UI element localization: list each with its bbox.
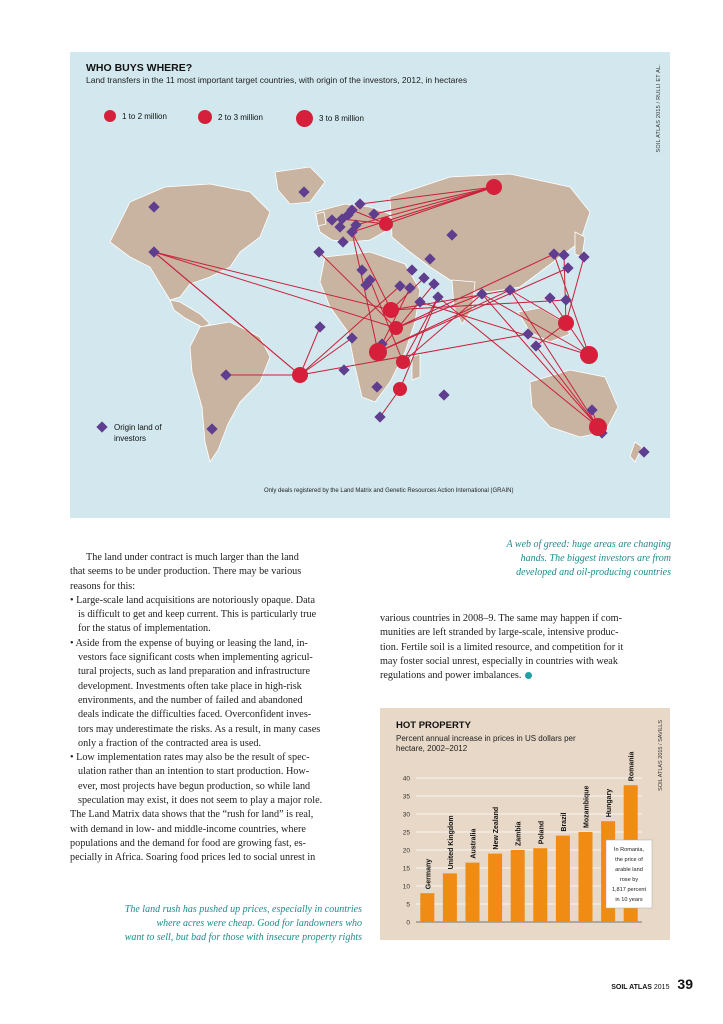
- caption-line: want to sell, but bad for those with insecure property rights: [124, 932, 362, 943]
- bar-chart-svg: [380, 708, 670, 940]
- bullet-line: only a fraction of the contracted area is used.: [78, 737, 262, 749]
- target-country-marker: [389, 321, 403, 335]
- legend-label: 1 to 2 million: [122, 111, 167, 121]
- y-tick-label: 15: [402, 865, 410, 873]
- caption-line: The land rush has pushed up prices, especially in countries: [124, 904, 362, 915]
- target-country-marker: [292, 367, 308, 383]
- paragraph-line: tion. Fertile soil is a limited resource, and competition for it: [380, 641, 624, 653]
- origin-legend-line: investors: [114, 434, 147, 443]
- bar-category-label: Zambia: [515, 821, 523, 846]
- world-map-figure: [70, 52, 670, 518]
- bullet-line: speculation may exist, it does not seem to play a major role.: [78, 795, 323, 807]
- target-country-marker: [558, 315, 574, 331]
- paragraph-line: various countries in 2008–9. The same may happen if com-: [380, 613, 622, 624]
- intro-line: that seems to be under production. There may be various: [70, 566, 302, 578]
- bullet-line: tural projects, such as land preparation and infrastructure: [78, 666, 310, 678]
- map-footnote: Only deals registered by the Land Matrix and Genetic Resources Action International (GRAIN): [264, 488, 514, 494]
- annotation-line: rose by: [619, 877, 639, 883]
- legend-dot-large: [296, 110, 313, 127]
- target-country-marker: [369, 343, 387, 361]
- y-tick-label: 25: [402, 829, 410, 837]
- footer-year: 2015: [653, 984, 670, 991]
- paragraph-line: [380, 669, 672, 683]
- origin-marker: [530, 340, 541, 351]
- origin-marker: [544, 292, 555, 303]
- bar: [488, 854, 502, 922]
- origin-legend-line: Origin land of: [114, 423, 162, 432]
- central-america: [170, 300, 210, 327]
- caption-line: developed and oil-producing countries: [516, 567, 671, 578]
- origin-marker: [428, 278, 439, 289]
- bullet-line: for the status of implementation.: [78, 623, 211, 635]
- target-country-marker: [589, 418, 607, 436]
- bar-category-label: Romania: [628, 751, 636, 782]
- origin-marker: [374, 411, 385, 422]
- y-tick-label: 30: [402, 811, 410, 819]
- bullet-line: • Large-scale land acquisitions are notoriously opaque. Data: [70, 594, 315, 606]
- chart-caption: [70, 903, 362, 945]
- bar: [511, 850, 525, 922]
- south-america: [190, 322, 270, 462]
- y-tick-label: 0: [406, 919, 410, 927]
- legend-label: 2 to 3 million: [218, 112, 263, 122]
- target-country-marker: [486, 179, 502, 195]
- legend-2-3-million: [198, 110, 263, 124]
- paragraph-line: may foster social unrest, especially in countries with weak: [380, 655, 618, 667]
- chart-title: HOT PROPERTY: [396, 720, 471, 731]
- page-number: 39: [677, 976, 693, 992]
- paragraph-line-text: regulations and power imbalances.: [380, 670, 522, 682]
- footer-brand: SOIL ATLAS: [611, 984, 652, 991]
- y-tick-label: 20: [402, 847, 410, 855]
- paragraph-line: with demand in low- and middle-income countries, where: [70, 823, 306, 835]
- annotation-line: 1,817 percent: [611, 887, 647, 893]
- bar: [556, 836, 570, 922]
- bar: [533, 848, 547, 922]
- origin-marker: [314, 321, 325, 332]
- hot-property-chart: [380, 708, 670, 940]
- legend-dot-medium: [198, 110, 212, 124]
- caption-line: hands. The biggest investors are from: [520, 553, 671, 564]
- bullet-line: deals indicate the difficulties faced. Overconfident inves-: [78, 709, 312, 721]
- y-tick-label: 40: [402, 775, 410, 783]
- bullet-line: is difficult to get and keep current. This is particularly true: [78, 609, 317, 621]
- bullet-line: ulation rather than an intention to start production. How-: [78, 766, 310, 778]
- bar: [443, 873, 457, 922]
- annotation-line: In Romania,: [613, 847, 645, 853]
- target-country-marker: [393, 382, 407, 396]
- paragraph-line: The Land Matrix data shows that the “rush for land” is real,: [70, 809, 314, 821]
- chart-source: SOIL ATLAS 2015 / SAVILLS: [658, 720, 664, 791]
- target-country-marker: [379, 217, 393, 231]
- caption-line: where acres were cheap. Good for landowners who: [156, 918, 362, 929]
- bullet-line: • Low implementation rates may also be the result of spec-: [70, 752, 310, 764]
- target-country-marker: [396, 355, 410, 369]
- bar-category-label: Hungary: [606, 788, 614, 818]
- target-country-marker: [383, 302, 399, 318]
- origin-marker: [438, 389, 449, 400]
- annotation-line: arable land: [615, 867, 643, 873]
- intro-line: The land under contract is much larger than the land: [86, 552, 299, 563]
- bar: [578, 832, 592, 922]
- annotation-line: the price of: [615, 857, 643, 863]
- annotation-line: in 10 years: [615, 897, 643, 903]
- map-source: SOIL ATLAS 2015 / RULLI ET AL.: [656, 64, 662, 153]
- bullet-line: vestors face significant costs when implementing agricul-: [78, 652, 313, 664]
- origin-legend: [100, 422, 162, 444]
- bar-category-label: New Zealand: [493, 806, 501, 850]
- transfer-line: [438, 297, 598, 427]
- paragraph-line: munities are left stranded by large-scale, intensive produc-: [380, 627, 619, 639]
- map-title: WHO BUYS WHERE?: [86, 62, 193, 74]
- bar-category-label: Poland: [538, 820, 546, 845]
- bar: [420, 893, 434, 922]
- y-tick-label: 35: [402, 793, 410, 801]
- bullet-line: ever, most projects have begun production, so while land: [78, 780, 311, 792]
- y-tick-label: 5: [406, 901, 410, 909]
- body-column-left: [70, 551, 362, 866]
- bullet-line: tors may underestimate the risks. As a result, in many cases: [78, 723, 321, 735]
- bar-category-label: Australia: [470, 828, 478, 859]
- legend-3-8-million: [296, 110, 364, 127]
- greenland: [275, 167, 325, 204]
- paragraph-line: populations and the demand for food are growing fast, es-: [70, 837, 306, 849]
- bar-category-label: United Kingdom: [447, 815, 455, 870]
- caption-line: A web of greed: huge areas are changing: [506, 539, 671, 550]
- uk: [316, 212, 326, 226]
- legend-label: 3 to 8 million: [319, 114, 364, 123]
- bar: [465, 863, 479, 922]
- y-tick-label: 10: [402, 883, 410, 891]
- end-mark-icon: [525, 672, 532, 679]
- bar-category-label: Germany: [425, 858, 433, 890]
- map-subtitle: Land transfers in the 11 most important target countries, with origin of the investors, 2012, in hectares: [86, 75, 468, 85]
- legend-dot-small: [104, 110, 116, 122]
- intro-line: reasons for this:: [70, 580, 136, 592]
- chart-subtitle: Percent annual increase in prices in US dollars per hectare, 2002–2012: [396, 734, 576, 753]
- bar-category-label: Brazil: [560, 812, 568, 832]
- page-footer: [611, 976, 693, 992]
- body-column-right: [380, 612, 672, 683]
- bullet-line: environments, and the number of failed and abandoned: [78, 694, 303, 706]
- map-caption: [420, 538, 671, 580]
- origin-marker: [560, 294, 571, 305]
- bullet-line: development. Investments often take place in high-risk: [78, 680, 302, 692]
- paragraph-line: pecially in Africa. Soaring food prices led to social unrest in: [70, 852, 316, 864]
- bullet-line: • Aside from the expense of buying or leasing the land, in-: [70, 637, 308, 649]
- legend-1-2-million: [104, 110, 167, 122]
- bar-category-label: Mozambique: [583, 785, 591, 828]
- target-country-marker: [580, 346, 598, 364]
